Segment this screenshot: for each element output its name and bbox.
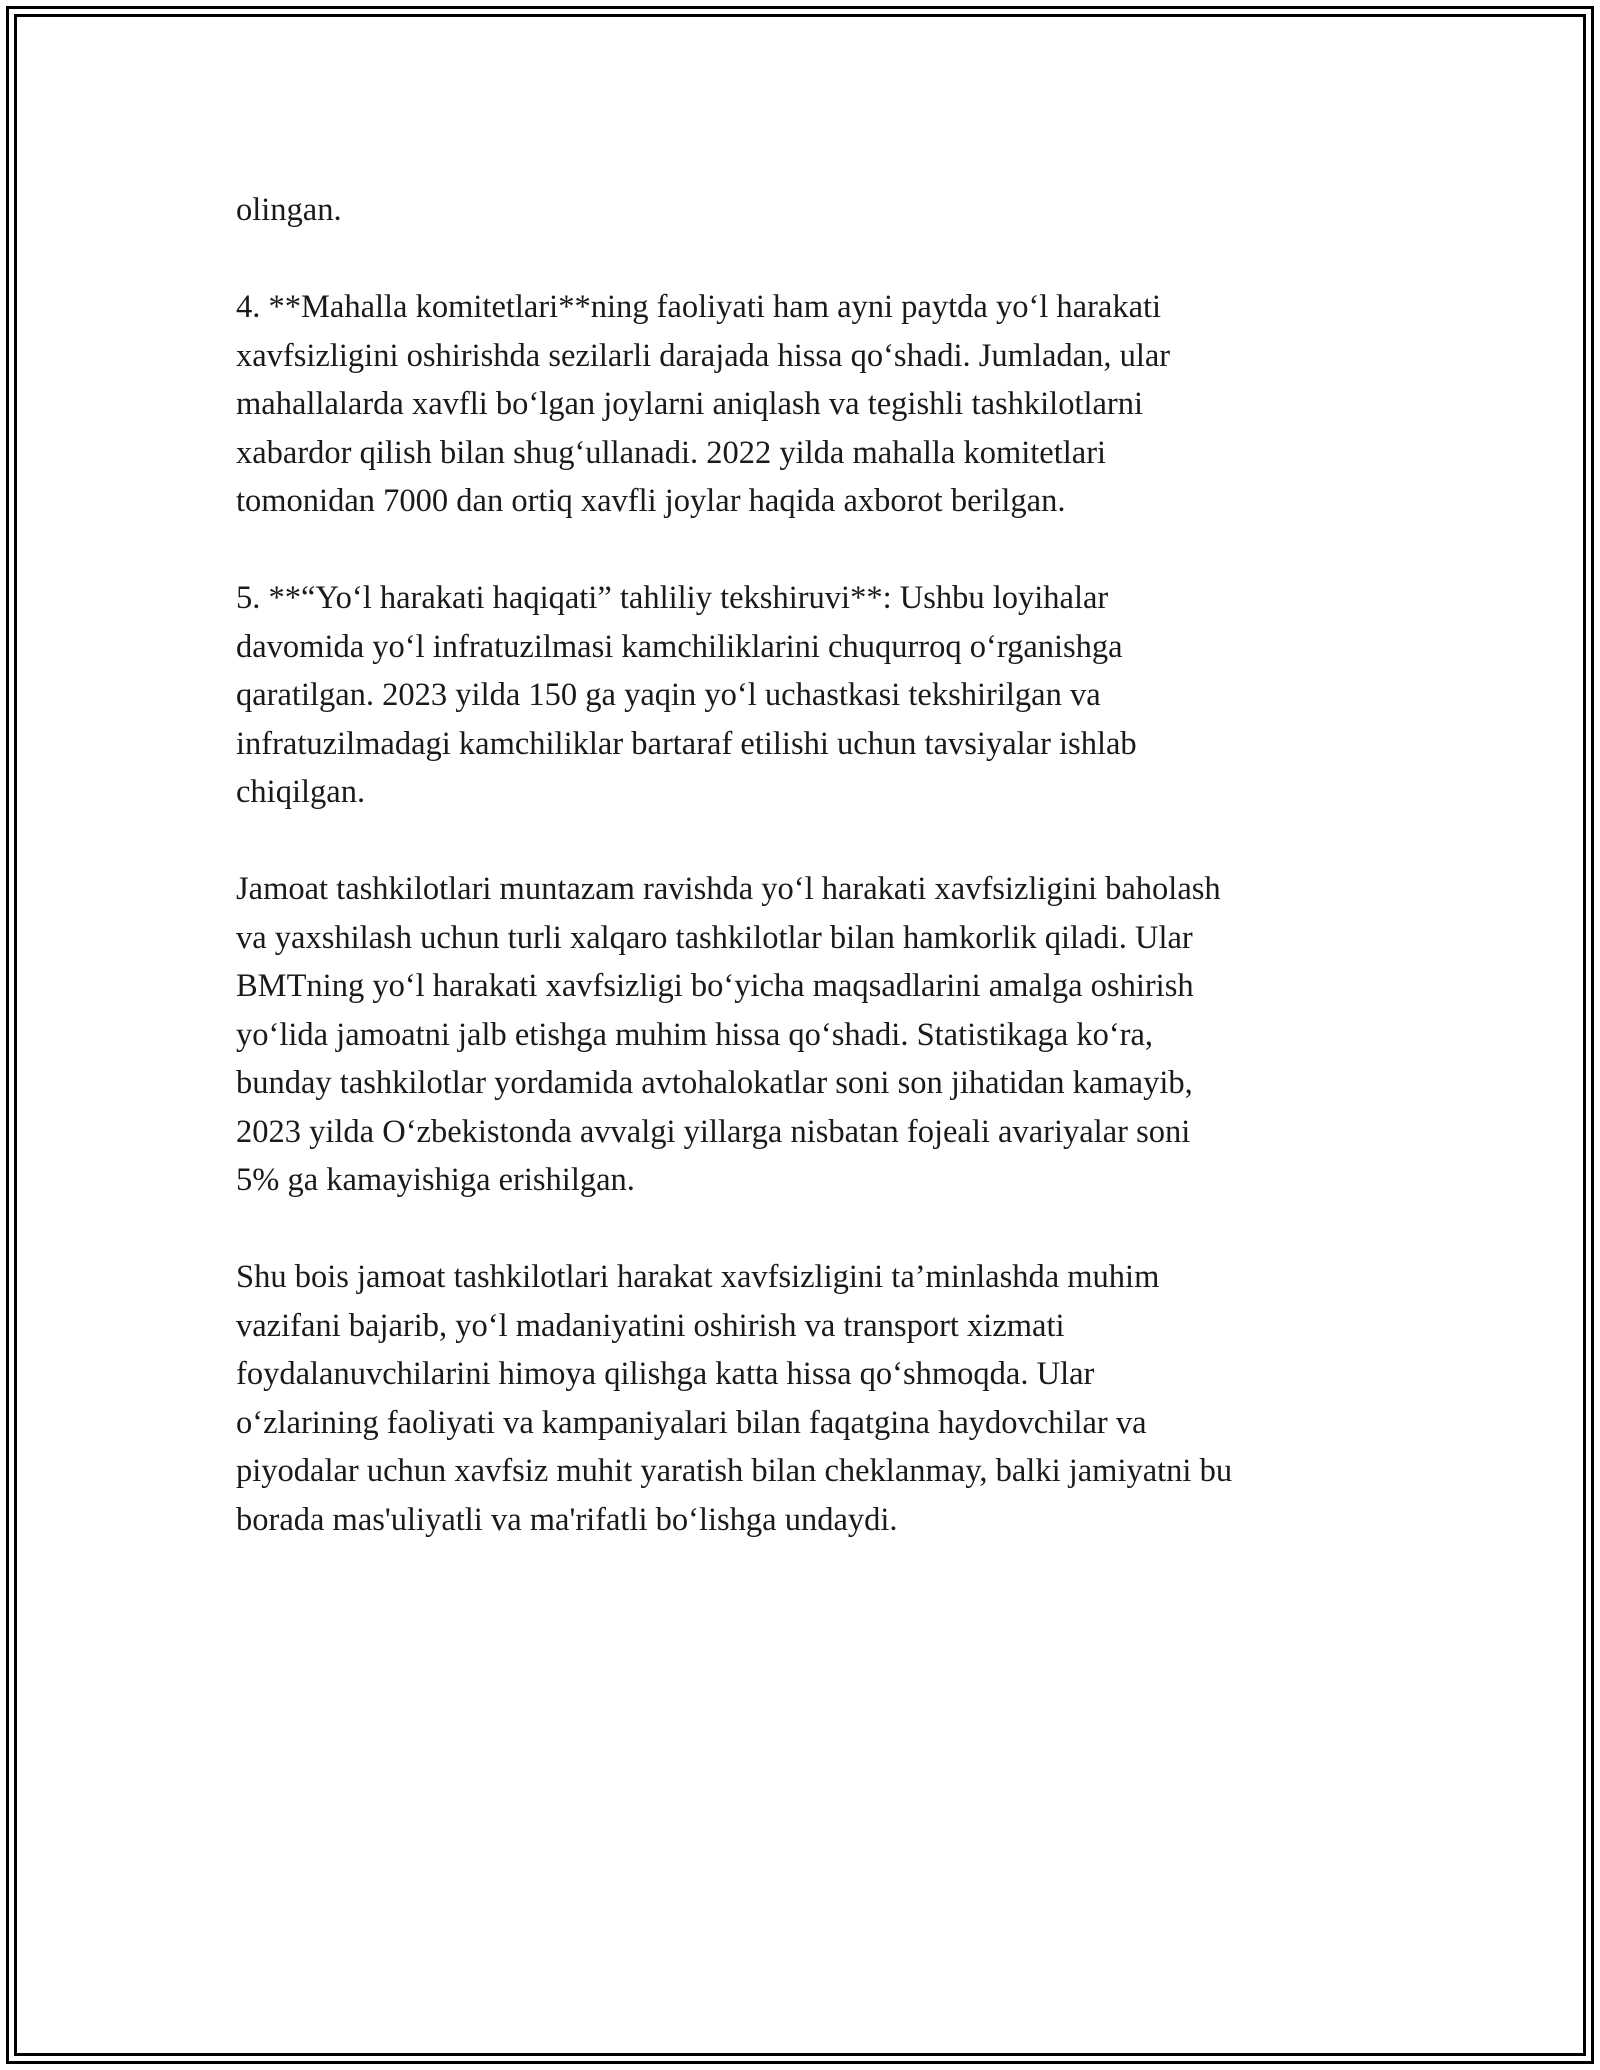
document-body [236, 186, 1386, 1544]
paragraph-mahalla-committees: 4. **Mahalla komitetlari**ning faoliyati ham ayni paytda yo‘l harakati xavfsizligini oshirishda sezilarli darajada hissa qo‘shadi. Jumladan, ular mahallalarda xavfli bo‘lgan joylarni aniqlash va tegishli tashkilotlarni xabardor qilish bilan shug‘ullanadi. 2022 yilda mahalla komitetlari tomonidan 7000 dan ortiq xavfli joylar haqida axborot berilgan. [236, 289, 1171, 519]
paragraph-road-traffic-audit: 5. **“Yo‘l harakati haqiqati” tahliliy tekshiruvi**: Ushbu loyihalar davomida yo‘l infratuzilmasi kamchiliklarini chuqurroq o‘rganishga qaratilgan. 2023 yilda 150 ga yaqin yo‘l uchastkasi tekshirilgan va infratuzilmadagi kamchiliklar bartaraf etilishi uchun tavsiyalar ishlab chiqilgan. [236, 580, 1137, 810]
paragraph-conclusion: Shu bois jamoat tashkilotlari harakat xavfsizligini ta’minlashda muhim vazifani bajarib, yo‘l madaniyatini oshirish va transport xizmati foydalanuvchilarini himoya qilishga katta hissa qo‘shmoqda. Ular o‘zlarining faoliyati va kampaniyalari bilan faqatgina haydovchilar va piyodalar uchun xavfsiz muhit yaratish bilan cheklanmay, balki jamiyatni bu borada mas'uliyatli va ma'rifatli bo‘lishga undaydi. [236, 1259, 1233, 1538]
paragraph-continuation: olingan. [236, 192, 342, 228]
paragraph-international-cooperation: Jamoat tashkilotlari muntazam ravishda yo‘l harakati xavfsizligini baholash va yaxshilash uchun turli xalqaro tashkilotlar bilan hamkorlik qiladi. Ular BMTning yo‘l harakati xavfsizligi bo‘yicha maqsadlarini amalga oshirish yo‘lida jamoatni jalb etishga muhim hissa qo‘shadi. Statistikaga ko‘ra, bunday tashkilotlar yordamida avtohalokatlar soni son jihatidan kamayib, 2023 yilda O‘zbekistonda avvalgi yillarga nisbatan fojeali avariyalar soni 5% ga kamayishiga erishilgan. [236, 871, 1221, 1198]
